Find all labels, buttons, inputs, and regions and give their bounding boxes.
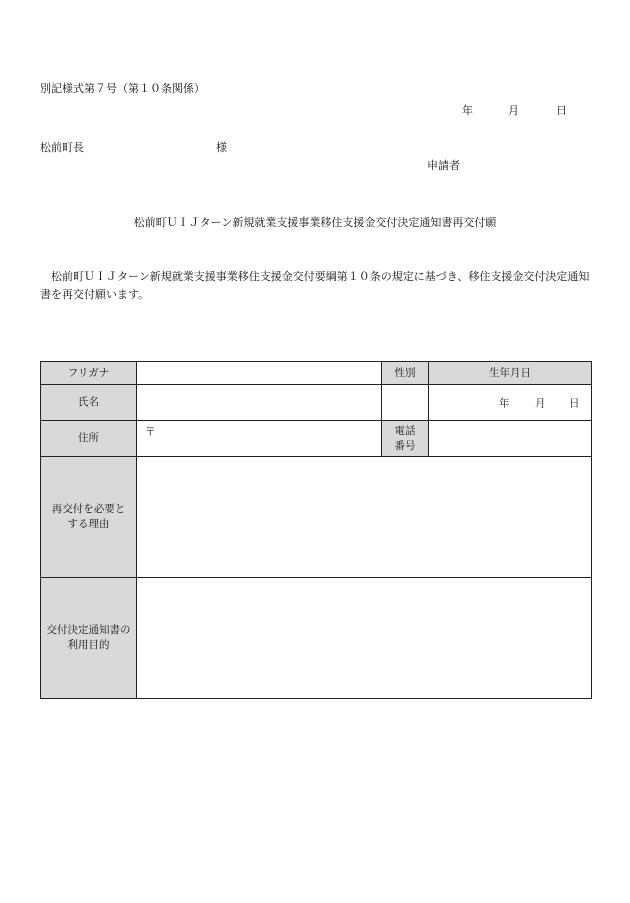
gender-field[interactable] <box>382 385 429 421</box>
purpose-label-line2: 利用目的 <box>67 639 110 651</box>
birth-day-label: 日 <box>569 397 580 409</box>
application-form-table <box>40 361 592 699</box>
birth-year-label: 年 <box>499 397 510 409</box>
addressee-suffix: 様 <box>216 141 227 154</box>
reason-row <box>41 457 592 578</box>
date-year-label: 年 <box>462 104 473 117</box>
document-title: 松前町ＵＩＪターン新規就業支援事業移住支援金交付決定通知書再交付願 <box>133 216 497 229</box>
address-row <box>41 421 592 457</box>
name-row <box>41 385 592 421</box>
postal-mark: 〒 <box>145 425 156 438</box>
reason-label <box>41 457 137 578</box>
birth-month-label: 月 <box>535 397 546 409</box>
phone-field[interactable] <box>429 421 592 457</box>
reason-label-line1: 再交付を必要と <box>51 503 126 515</box>
phone-label-line1: 電話 <box>394 424 416 437</box>
address-field[interactable] <box>137 421 382 457</box>
reason-label-line2: する理由 <box>67 518 110 530</box>
purpose-label <box>41 578 137 699</box>
purpose-label-line1: 交付決定通知書の <box>46 624 131 636</box>
date-day-label: 日 <box>556 104 567 117</box>
purpose-field[interactable] <box>137 578 592 699</box>
address-label: 住所 <box>41 421 137 457</box>
furigana-label: フリガナ <box>41 362 137 385</box>
date-month-label: 月 <box>508 104 519 117</box>
furigana-row <box>41 362 592 385</box>
name-field[interactable] <box>137 385 382 421</box>
form-reference: 別記様式第７号（第１０条関係） <box>40 82 205 95</box>
applicant-label: 申請者 <box>427 159 460 172</box>
birthdate-field[interactable] <box>429 385 592 421</box>
furigana-field[interactable] <box>137 362 382 385</box>
purpose-row <box>41 578 592 699</box>
name-label: 氏名 <box>41 385 137 421</box>
gender-label: 性別 <box>382 362 429 385</box>
birthdate-label: 生年月日 <box>429 362 592 385</box>
phone-label-line2: 番号 <box>394 439 416 452</box>
phone-label <box>382 421 429 457</box>
body-text: 松前町ＵＩＪターン新規就業支援事業移住支援金交付要綱第１０条の規定に基づき、移住支援金交付決定通知書を再交付願います。 <box>40 270 590 301</box>
addressee: 松前町長 <box>40 141 84 154</box>
reason-field[interactable] <box>137 457 592 578</box>
